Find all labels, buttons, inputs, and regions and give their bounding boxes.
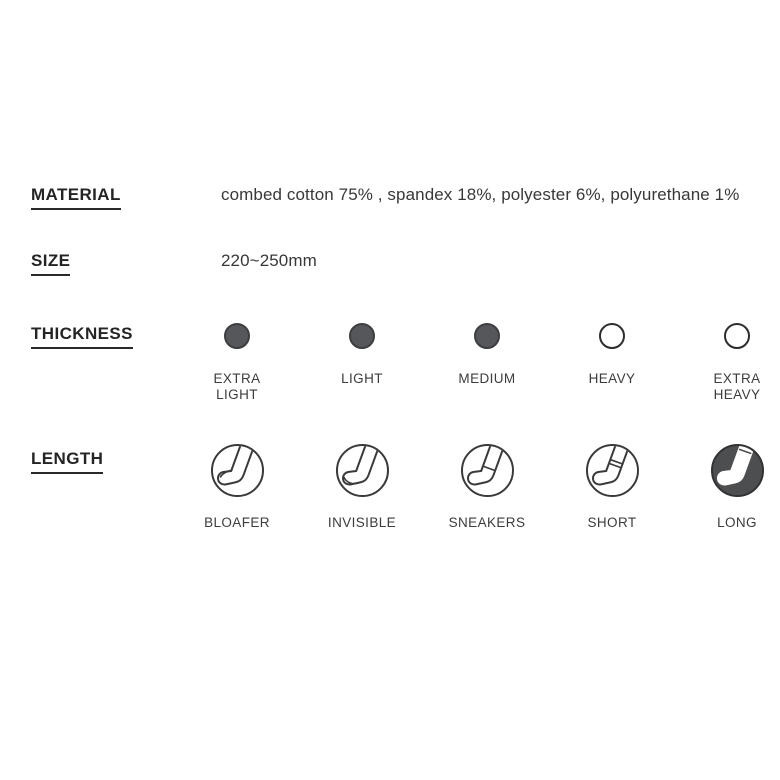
sock-invisible-icon	[336, 444, 389, 497]
length-option-bloafer	[182, 444, 292, 531]
size-value: 220~250mm	[221, 251, 317, 270]
thickness-option-light	[307, 323, 417, 403]
length-scale	[182, 444, 780, 531]
length-option-label: SHORT	[587, 515, 637, 530]
size-row	[31, 251, 317, 276]
length-option-short	[557, 444, 667, 531]
thickness-option-label: MEDIUM	[458, 371, 516, 386]
length-option-long	[682, 444, 780, 531]
thickness-option-medium	[432, 323, 542, 403]
length-option-invisible	[307, 444, 417, 531]
thickness-option-heavy	[557, 323, 667, 403]
length-label: LENGTH	[31, 449, 103, 474]
thickness-option-extra-light	[182, 323, 292, 403]
thickness-label: THICKNESS	[31, 324, 133, 349]
sock-short-icon	[586, 444, 639, 497]
thickness-dot-icon	[599, 323, 625, 349]
length-option-label: SNEAKERS	[448, 515, 526, 530]
thickness-dot-icon	[349, 323, 375, 349]
length-option-label: LONG	[717, 515, 757, 530]
material-value: combed cotton 75% , spandex 18%, polyester 6%, polyurethane 1%	[221, 185, 740, 204]
thickness-scale	[182, 323, 780, 403]
sock-sneakers-icon	[461, 444, 514, 497]
thickness-option-label: EXTRA LIGHT	[213, 371, 261, 402]
thickness-option-label: EXTRA HEAVY	[713, 371, 761, 402]
thickness-dot-icon	[724, 323, 750, 349]
material-row	[31, 185, 739, 210]
sock-bloafer-icon	[211, 444, 264, 497]
material-label: MATERIAL	[31, 185, 121, 210]
thickness-option-label: HEAVY	[588, 371, 636, 386]
thickness-dot-icon	[224, 323, 250, 349]
thickness-dot-icon	[474, 323, 500, 349]
thickness-option-extra-heavy	[682, 323, 780, 403]
length-option-label: INVISIBLE	[327, 515, 397, 530]
length-option-sneakers	[432, 444, 542, 531]
size-label: SIZE	[31, 251, 70, 276]
length-option-label: BLOAFER	[204, 515, 270, 530]
thickness-option-label: LIGHT	[341, 371, 383, 386]
sock-long-icon	[711, 444, 764, 497]
